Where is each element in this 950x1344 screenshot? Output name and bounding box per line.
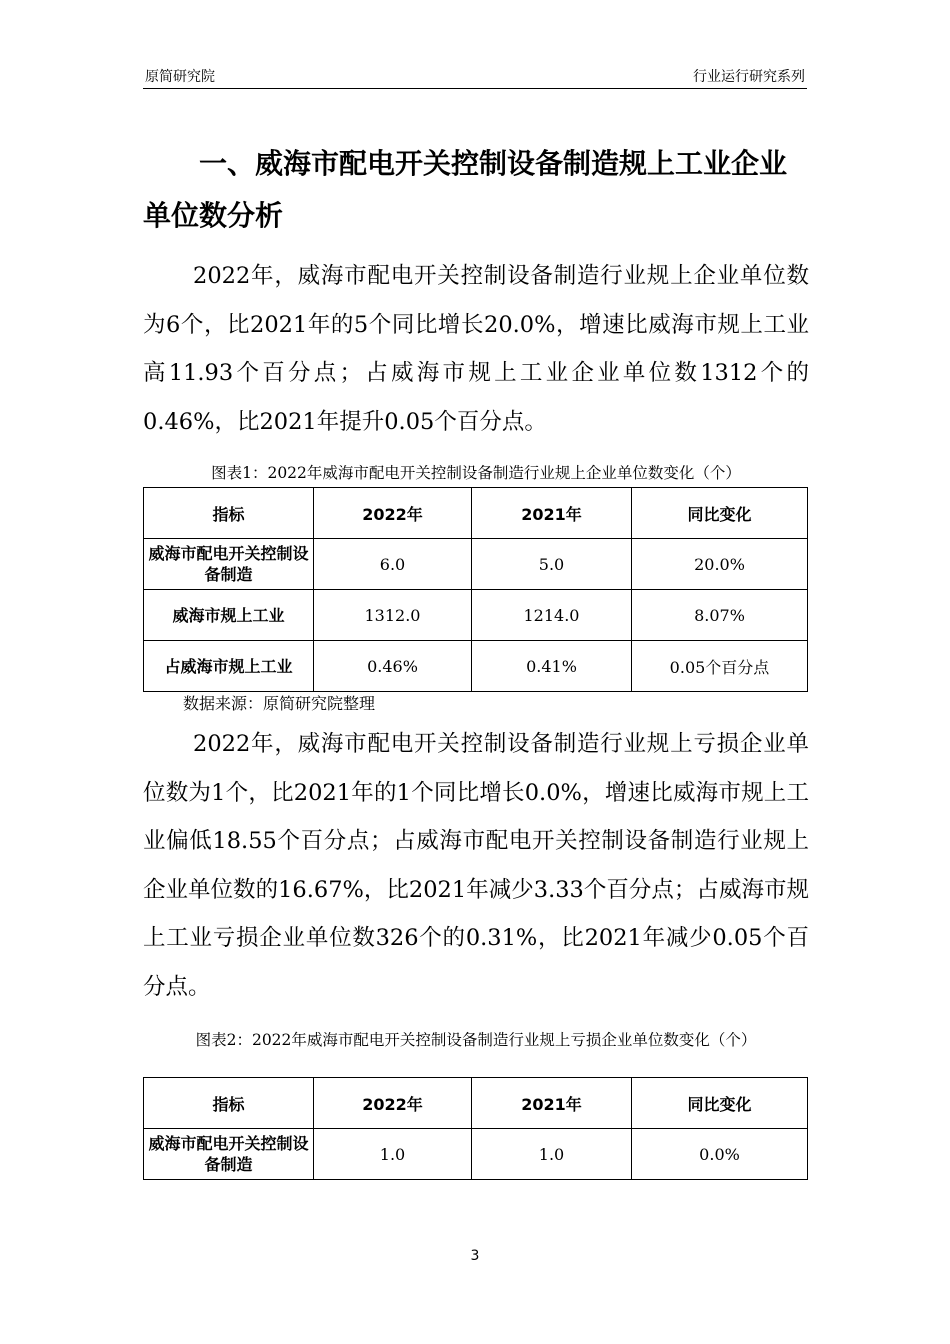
table-header-cell: 同比变化 — [632, 1078, 808, 1129]
value-2022: 6.0 — [314, 539, 472, 590]
table1 — [143, 487, 808, 692]
value-2021: 5.0 — [472, 539, 632, 590]
paragraph-loss-enterprises: 2022年，威海市配电开关控制设备制造行业规上亏损企业单位数为1个，比2021年的1个同比增长0.0%，增速比威海市规上工业偏低18.55个百分点；占威海市配电开关控制设备制造行业规上企业单位数的16.67%，比2021年减少3.33个百分点；占威海市规上工业亏损企业单位数326个的0.31%，比2021年减少0.05个百分点。 — [143, 731, 809, 1000]
page-header — [143, 64, 807, 89]
table-header-cell: 指标 — [144, 1078, 314, 1129]
section-heading: 一、威海市配电开关控制设备制造规上工业企业单位数分析 — [143, 147, 788, 232]
header-org: 原简研究院 — [145, 69, 215, 85]
row-label: 占威海市规上工业 — [144, 641, 314, 692]
value-change: 0.0% — [632, 1129, 808, 1180]
value-2022: 1312.0 — [314, 590, 472, 641]
table1-caption: 图表1：2022年威海市配电开关控制设备制造行业规上企业单位数变化（个） — [211, 464, 741, 482]
table2-caption: 图表2：2022年威海市配电开关控制设备制造行业规上亏损企业单位数变化（个） — [195, 1031, 757, 1049]
table-header-cell: 2022年 — [314, 488, 472, 539]
value-2021: 0.41% — [472, 641, 632, 692]
row-label: 威海市规上工业 — [144, 590, 314, 641]
table1-header-row — [144, 488, 808, 539]
value-2022: 1.0 — [314, 1129, 472, 1180]
table-header-cell: 同比变化 — [632, 488, 808, 539]
data-source-note: 数据来源：原简研究院整理 — [183, 694, 376, 713]
table-row — [144, 641, 808, 692]
table2-header-row — [144, 1078, 808, 1129]
value-2022: 0.46% — [314, 641, 472, 692]
paragraph-enterprise-count: 2022年，威海市配电开关控制设备制造行业规上企业单位数为6个，比2021年的5个同比增长20.0%，增速比威海市规上工业高11.93个百分点；占威海市规上工业企业单位数1312个的0.46%，比2021年提升0.05个百分点。 — [143, 263, 809, 435]
row-label: 威海市配电开关控制设备制造 — [144, 1129, 314, 1180]
table-header-cell: 2022年 — [314, 1078, 472, 1129]
table-header-cell: 2021年 — [472, 1078, 632, 1129]
value-2021: 1214.0 — [472, 590, 632, 641]
header-series: 行业运行研究系列 — [693, 69, 805, 85]
value-change: 20.0% — [632, 539, 808, 590]
table-row — [144, 1129, 808, 1180]
value-change: 8.07% — [632, 590, 808, 641]
row-label: 威海市配电开关控制设备制造 — [144, 539, 314, 590]
table-row — [144, 590, 808, 641]
value-change: 0.05个百分点 — [632, 641, 808, 692]
table-row — [144, 539, 808, 590]
table-header-cell: 2021年 — [472, 488, 632, 539]
page-number: 3 — [470, 1248, 480, 1264]
value-2021: 1.0 — [472, 1129, 632, 1180]
table2 — [143, 1077, 808, 1180]
table-header-cell: 指标 — [144, 488, 314, 539]
